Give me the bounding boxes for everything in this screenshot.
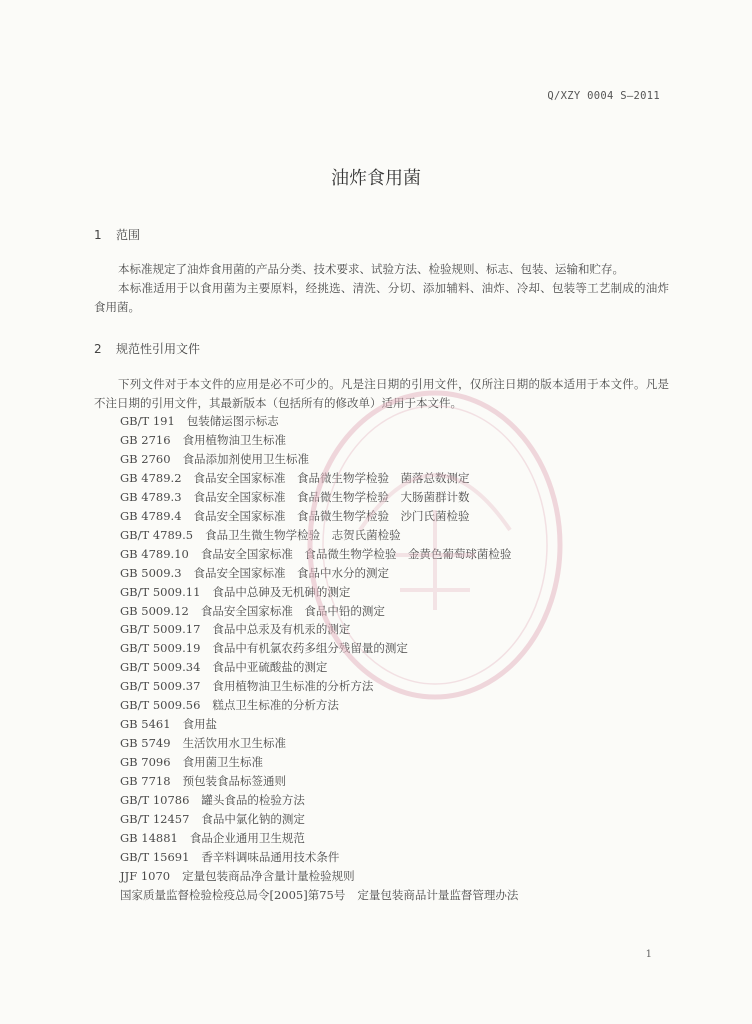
reference-title: 食品安全国家标准 食品微生物学检验 沙门氏菌检验 (193, 508, 470, 523)
reference-title: 预包装食品标签通则 (182, 774, 287, 789)
reference-title: 食用盐 (182, 717, 218, 732)
reference-code: GB 5461 (120, 717, 171, 732)
reference-code: GB 2716 (120, 432, 171, 447)
reference-item (120, 639, 518, 658)
reference-title: 食品安全国家标准 食品中水分的测定 (193, 565, 390, 580)
reference-code: GB/T 15691 (120, 849, 190, 864)
reference-code: GB/T 5009.19 (120, 641, 201, 656)
page-title: 油炸食用菌 (331, 168, 421, 189)
reference-title: 糕点卫生标准的分析方法 (212, 698, 339, 713)
section-number: 1 (94, 228, 102, 242)
reference-title: 食品企业通用卫生规范 (189, 830, 305, 845)
reference-title: 食品安全国家标准 食品微生物学检验 大肠菌群计数 (193, 489, 470, 504)
reference-code: GB/T 5009.37 (120, 679, 201, 694)
reference-title: 食品卫生微生物学检验 志贺氏菌检验 (205, 527, 401, 542)
reference-title: 食品添加剂使用卫生标准 (182, 451, 310, 466)
reference-item (120, 488, 518, 507)
reference-code: GB 14881 (120, 830, 178, 845)
reference-code: GB 2760 (120, 451, 171, 466)
reference-title: 食品安全国家标准 食品中铅的测定 (200, 603, 385, 618)
reference-item (120, 848, 518, 867)
reference-item (120, 583, 518, 602)
reference-title: 生活饮用水卫生标准 (182, 736, 287, 751)
reference-item (120, 469, 518, 488)
reference-title: 定量包装商品净含量计量检验规则 (182, 868, 355, 883)
reference-item (120, 772, 518, 791)
reference-title: 食品安全国家标准 食品微生物学检验 菌落总数测定 (193, 470, 470, 485)
section-2-heading (94, 340, 200, 357)
section-number: 2 (94, 342, 102, 356)
reference-item (120, 734, 518, 753)
reference-code: GB 5749 (120, 736, 171, 751)
reference-title: 食品中总砷及无机砷的测定 (212, 584, 351, 599)
reference-code: GB/T 5009.34 (120, 660, 201, 675)
reference-code: 国家质量监督检验检疫总局令[2005]第75号 (120, 887, 346, 902)
reference-title: 食品中氯化钠的测定 (201, 812, 305, 827)
reference-item (120, 658, 518, 677)
reference-title: 香辛料调味品通用技术条件 (201, 849, 340, 864)
reference-code: JJF 1070 (120, 868, 171, 883)
scope-paragraph-1: 本标准规定了油炸食用菌的产品分类、技术要求、试验方法、检验规则、标志、包装、运输和贮存。 (118, 262, 624, 276)
reference-item (120, 431, 518, 450)
reference-title: 罐头食品的检验方法 (201, 793, 305, 808)
page-number: 1 (645, 949, 652, 960)
reference-code: GB/T 10786 (120, 793, 190, 808)
reference-item (120, 507, 518, 526)
reference-code: GB 4789.10 (120, 546, 189, 561)
reference-title: 食品安全国家标准 食品微生物学检验 金黄色葡萄球菌检验 (200, 546, 512, 561)
reference-code: GB/T 5009.11 (120, 584, 201, 599)
reference-item (120, 545, 518, 564)
reference-item (120, 677, 518, 696)
reference-title: 包装储运图示标志 (186, 414, 279, 428)
reference-item (120, 620, 518, 639)
reference-code: GB 5009.3 (120, 565, 182, 580)
reference-code: GB 7718 (120, 774, 171, 789)
reference-code: GB 4789.3 (120, 489, 182, 504)
reference-item (120, 810, 518, 829)
section-1-heading (94, 226, 140, 243)
section-title: 规范性引用文件 (116, 342, 201, 356)
reference-title: 食用植物油卫生标准的分析方法 (212, 679, 374, 694)
section-title: 范围 (116, 228, 141, 242)
reference-title: 食品中有机氯农药多组分残留量的测定 (212, 641, 408, 656)
reference-code: GB/T 191 (120, 414, 175, 428)
reference-code: GB 4789.4 (120, 508, 182, 523)
reference-code: GB/T 5009.17 (120, 622, 201, 637)
document-code: Q/XZY 0004 S—2011 (547, 90, 660, 102)
reference-title: 食品中亚硫酸盐的测定 (212, 660, 328, 675)
reference-item (120, 715, 518, 734)
reference-item (120, 696, 518, 715)
reference-code: GB 7096 (120, 755, 171, 770)
reference-item (120, 526, 518, 545)
reference-code: GB 4789.2 (120, 470, 182, 485)
scope-paragraph-2: 本标准适用于以食用菌为主要原料，经挑选、清洗、分切、添加辅料、油炸、冷却、包装等工艺制成的油炸食用菌。 (94, 281, 669, 314)
reference-item (120, 450, 518, 469)
reference-item (120, 602, 518, 621)
reference-title: 食用菌卫生标准 (182, 755, 264, 770)
references-intro: 下列文件对于本文件的应用是必不可少的。凡是注日期的引用文件，仅所注日期的版本适用于本文件。凡是不注日期的引用文件，其最新版本（包括所有的修改单）适用于本文件。 (94, 377, 669, 410)
reference-item (120, 829, 518, 848)
reference-code: GB/T 5009.56 (120, 698, 201, 713)
reference-title: 食用植物油卫生标准 (182, 432, 287, 447)
reference-item (120, 867, 518, 886)
reference-code: GB/T 4789.5 (120, 527, 194, 542)
reference-item (120, 753, 518, 772)
reference-item (120, 791, 518, 810)
reference-code: GB/T 12457 (120, 812, 190, 827)
reference-title: 食品中总汞及有机汞的测定 (212, 622, 351, 637)
reference-item (120, 886, 518, 905)
reference-list (120, 412, 518, 905)
reference-code: GB 5009.12 (120, 603, 189, 618)
reference-item (120, 412, 518, 431)
reference-title: 定量包装商品计量监督管理办法 (357, 887, 519, 902)
reference-item (120, 564, 518, 583)
